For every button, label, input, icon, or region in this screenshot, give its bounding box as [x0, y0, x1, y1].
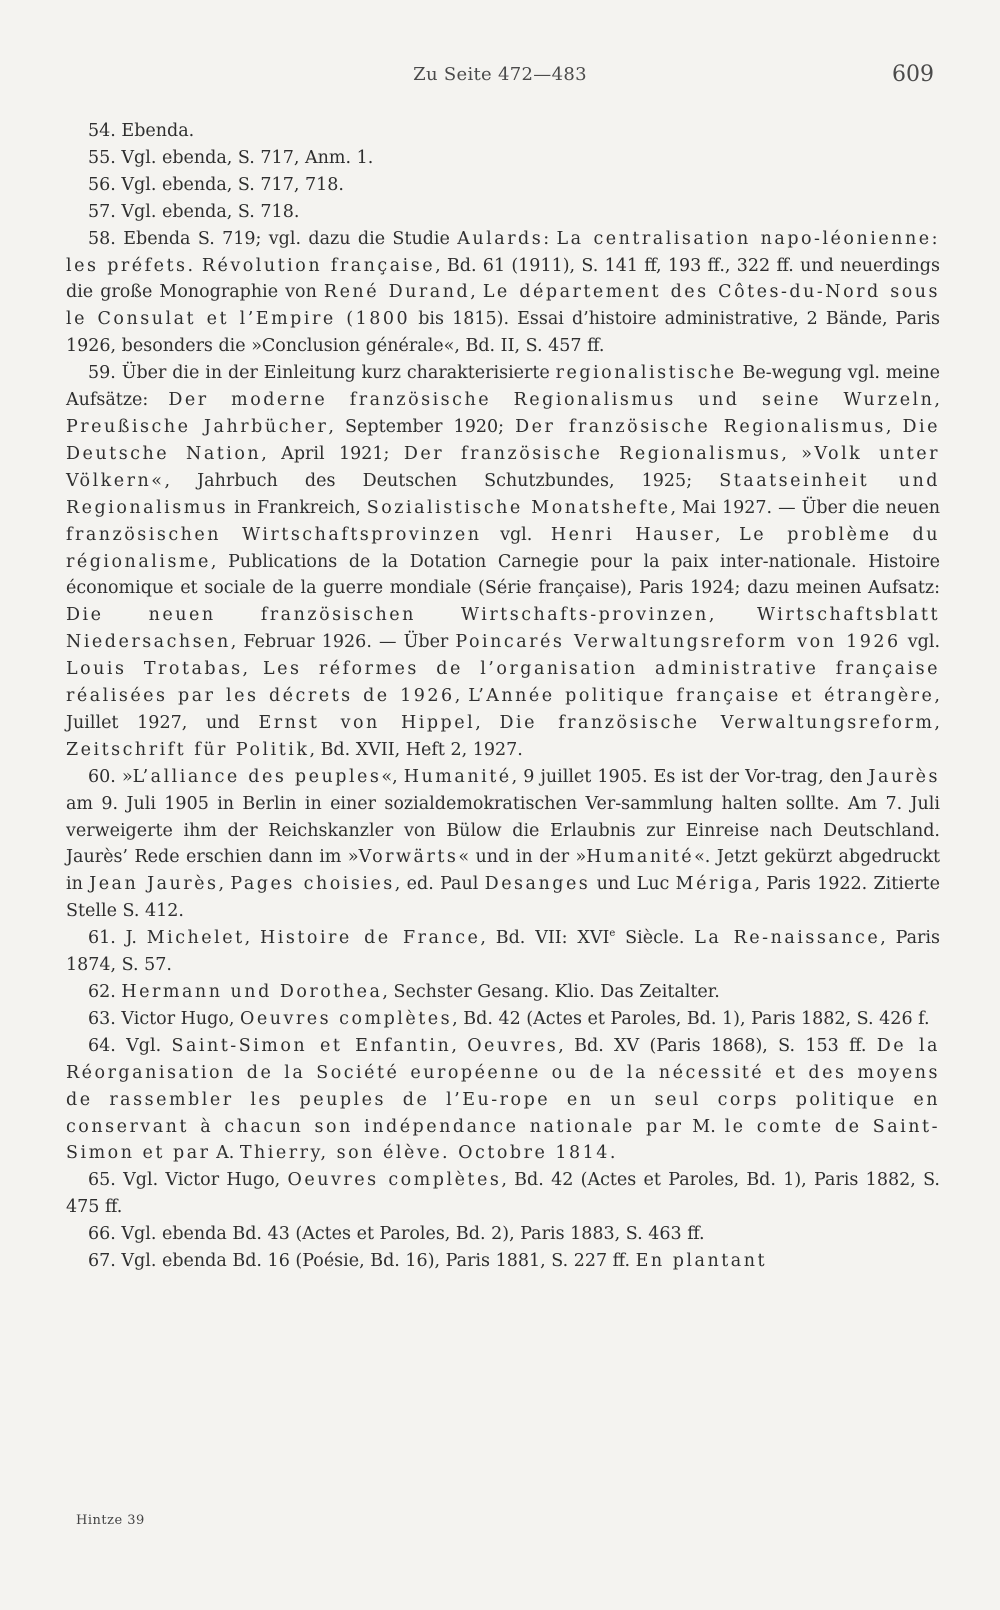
- note-text: ,: [451, 1035, 468, 1056]
- endnote: [66, 199, 940, 226]
- endnote-number: 60.: [88, 766, 116, 787]
- spaced-text: René Durand: [323, 282, 471, 303]
- note-text: und Luc: [590, 874, 676, 895]
- spaced-text: Henri Hauser: [550, 524, 716, 545]
- note-text: , Sechster Gesang. Klio. Das Zeitalter.: [382, 982, 720, 1002]
- note-text: Ebenda.: [121, 121, 195, 141]
- endnote: [66, 979, 940, 1006]
- spaced-text: L’Année politique française et étrangère: [468, 686, 935, 707]
- endnote: [66, 1033, 940, 1168]
- spaced-text: Die französische Verwaltungsreform: [499, 712, 935, 733]
- note-text: Vgl. Victor Hugo,: [123, 1170, 288, 1191]
- note-text: J.: [125, 928, 147, 949]
- note-text: , Bd. 42 (Actes et Paroles, Bd. 1), Paris 1882, S. 475 ff.: [66, 1170, 940, 1218]
- spaced-text: Aulards: [457, 228, 544, 249]
- note-text: «. Jetzt gekürzt abgedruckt in: [66, 847, 941, 895]
- endnote-number: 67.: [88, 1251, 116, 1272]
- spaced-text: Vorwärts: [358, 847, 459, 868]
- endnote-number: 56.: [88, 174, 116, 195]
- endnote: [66, 226, 940, 361]
- note-text: , Paris 1874, S. 57.: [66, 928, 940, 976]
- endnote: [66, 764, 940, 925]
- note-text: Über die in der Einleitung kurz charakterisierte: [121, 363, 556, 384]
- note-text: :: [543, 228, 557, 249]
- note-text: ,: [934, 712, 940, 733]
- superscript: e: [609, 928, 616, 940]
- spaced-text: Saint-Simon et Enfantin: [171, 1035, 452, 1056]
- note-text: am 9. Juli 1905 in Berlin in einer sozialdemokratischen Ver-sammlung halten sollte. Am 7. Juli verweigerte ihm der Reichskanzler von Bülow die Erlaubnis zur Einreise nach Deutschland. Jaurès’ Rede erschien dann im »: [66, 793, 940, 868]
- spaced-text: Le problème du régionalisme: [66, 524, 940, 572]
- note-text: Vgl.: [126, 1035, 172, 1056]
- endnote-number: 61.: [88, 928, 116, 949]
- note-text: , Jahrbuch des Deutschen Schutzbundes, 1925;: [164, 470, 720, 491]
- note-text: Ebenda S. 719; vgl. dazu die Studie: [123, 228, 458, 249]
- note-text: ,: [454, 686, 469, 707]
- running-head: Zu Seite 472—483: [413, 64, 587, 85]
- note-text: bis 1815). Essai d’histoire administrative, 2 Bände, Paris 1926, besonders die »Conclusion générale«, Bd. II, S. 457 ff.: [66, 309, 940, 357]
- note-text: ,: [470, 282, 483, 303]
- endnote-number: 58.: [88, 228, 116, 249]
- endnote-number: 64.: [88, 1035, 116, 1056]
- note-text: , Bd. XVII, Heft 2, 1927.: [309, 739, 523, 760]
- spaced-text: La centralisation napo-léonienne: les préfets.: [66, 228, 940, 276]
- endnote: [66, 1221, 940, 1248]
- endnote-number: 54.: [88, 121, 116, 141]
- spaced-text: »Volk unter Völkern«: [66, 443, 940, 491]
- spaced-text: Humanité: [586, 847, 695, 868]
- printer-signature: Hintze 39: [76, 1513, 145, 1528]
- spaced-text: Mériga: [675, 874, 755, 895]
- endnote-number: 62.: [88, 982, 116, 1002]
- note-text: , Paris 1922. Zitierte Stelle S. 412.: [66, 874, 940, 922]
- spaced-text: Oeuvres complètes: [240, 1008, 453, 1029]
- note-text: »: [121, 766, 133, 787]
- note-text: vgl.: [900, 632, 941, 653]
- spaced-text: Preußische Jahrbücher: [66, 416, 329, 437]
- spaced-text: Jaurès: [868, 766, 940, 787]
- note-text: ,: [885, 416, 903, 437]
- endnote: [66, 1006, 940, 1033]
- endnotes-list: [66, 118, 940, 1275]
- note-text: Vgl. ebenda, S. 717, Anm. 1.: [121, 147, 374, 168]
- spaced-text: Ernst von Hippel: [258, 712, 476, 733]
- spaced-text: Desanges: [484, 874, 591, 895]
- note-text: Siècle.: [615, 928, 695, 949]
- spaced-text: L’alliance des peuples: [132, 766, 382, 787]
- spaced-text: Humanité: [403, 766, 512, 787]
- page-number: 609: [892, 62, 934, 87]
- spaced-text: Poincarés Verwaltungsreform von 1926: [455, 632, 901, 653]
- spaced-text: Oeuvres: [467, 1035, 559, 1056]
- spaced-text: Der französische Regionalismus: [515, 416, 886, 437]
- spaced-text: Pages choisies: [230, 874, 395, 895]
- spaced-text: Die neuen französischen Wirtschafts-provinzen: [66, 605, 709, 626]
- spaced-text: Staatseinheit und Regionalismus: [66, 470, 940, 518]
- endnote-number: 59.: [88, 363, 116, 384]
- endnote-number: 65.: [88, 1170, 116, 1191]
- spaced-text: En plantant: [635, 1251, 768, 1272]
- note-text: ,: [242, 659, 263, 680]
- endnote-number: 55.: [88, 147, 116, 168]
- spaced-text: Wirtschaftsblatt Niedersachsen: [66, 605, 940, 653]
- note-text: , September 1920;: [328, 416, 516, 437]
- endnote: [66, 1167, 940, 1221]
- note-text: in Frankreich,: [228, 497, 367, 518]
- note-text: ,: [218, 874, 231, 895]
- note-text: , Bd. 42 (Actes et Paroles, Bd. 1), Paris 1882, S. 426 f.: [452, 1008, 930, 1029]
- endnote: [66, 925, 940, 979]
- spaced-text: Le département des Côtes-du-Nord sous le Consulat et l’Empire (1800: [66, 282, 941, 330]
- endnote-number: 57.: [88, 201, 116, 222]
- page-header: [66, 62, 934, 92]
- note-text: A.: [210, 1143, 240, 1164]
- note-text: ,: [781, 443, 802, 464]
- spaced-text: Oeuvres complètes: [287, 1170, 502, 1191]
- spaced-text: regionalistische: [555, 363, 737, 384]
- spaced-text: französischen Wirtschaftsprovinzen: [66, 524, 482, 545]
- endnote: [66, 172, 940, 199]
- note-text: Vgl. ebenda Bd. 43 (Actes et Paroles, Bd. 2), Paris 1883, S. 463 ff.: [121, 1224, 705, 1245]
- note-text: , April 1921;: [261, 443, 404, 464]
- endnote-number: 63.: [88, 1008, 116, 1029]
- note-text: ,: [475, 712, 500, 733]
- spaced-text: Die Deutsche Nation: [66, 416, 940, 464]
- note-text: «,: [381, 766, 404, 787]
- spaced-text: Sozialistische Monatshefte: [366, 497, 671, 518]
- spaced-text: Jean Jaurès: [89, 874, 219, 895]
- note-text: « und in der »: [458, 847, 587, 868]
- endnote: [66, 145, 940, 172]
- spaced-text: Michelet: [146, 928, 245, 949]
- note-text: Vgl. ebenda, S. 717, 718.: [121, 174, 344, 195]
- endnote: [66, 1248, 940, 1275]
- spaced-text: Thierry, son élève. Octobre 1814.: [239, 1143, 618, 1164]
- note-text: , Bd. VII: XVI: [480, 928, 610, 949]
- spaced-text: Der moderne französische Regionalismus und seine Wurzeln: [168, 390, 935, 411]
- spaced-text: Zeitschrift für Politik: [66, 739, 310, 760]
- spaced-text: Révolution française: [201, 255, 436, 276]
- note-text: , Mai 1927. — Über die neuen: [670, 497, 941, 518]
- spaced-text: De la Réorganisation de la Société européenne ou de la nécessité et des moyens de rassembler les peuples de l’Eu-rope en un seul corps politique en conservant à chacun son indépendance nationale par: [66, 1035, 940, 1137]
- note-text: Vgl. ebenda, S. 718.: [121, 201, 300, 222]
- note-text: , Bd. 61 (1911), S. 141 ff, 193 ff., 322 ff. und neuerdings die große Monographie von: [66, 255, 940, 303]
- note-text: , Publications de la Dotation Carnegie pour la paix inter-nationale. Histoire économique et sociale de la guerre mondiale (Série française), Paris 1924; dazu meinen Aufsatz:: [66, 551, 940, 599]
- note-text: Be-wegung vgl. meine Aufsätze:: [66, 363, 941, 411]
- spaced-text: le comte de Saint-Simon et par: [66, 1116, 940, 1164]
- note-text: Vgl. ebenda Bd. 16 (Poésie, Bd. 16), Paris 1881, S. 227 ff.: [121, 1251, 636, 1272]
- spaced-text: Hermann und Dorothea: [121, 982, 383, 1002]
- endnote-number: 66.: [88, 1224, 116, 1245]
- note-text: , ed. Paul: [394, 874, 485, 895]
- spaced-text: La Re-naissance: [694, 928, 881, 949]
- note-text: ,: [244, 928, 261, 949]
- spaced-text: Louis Trotabas: [66, 659, 243, 680]
- note-text: Victor Hugo,: [121, 1008, 241, 1029]
- note-text: , Juillet 1927, und: [66, 686, 940, 733]
- note-text: ,: [708, 605, 758, 626]
- spaced-text: Histoire de France: [260, 928, 481, 949]
- endnote: [66, 118, 940, 145]
- note-text: , 9 juillet 1905. Es ist der Vor-trag, den: [511, 766, 869, 787]
- note-text: ,: [715, 524, 740, 545]
- note-text: M.: [683, 1116, 725, 1137]
- note-text: , Februar 1926. — Über: [230, 632, 456, 653]
- endnote: [66, 360, 940, 764]
- note-text: , Bd. XV (Paris 1868), S. 153 ff.: [558, 1035, 877, 1056]
- spaced-text: Der französische Regionalismus: [403, 443, 782, 464]
- spaced-text: Les réformes de l’organisation administrative française réalisées par les décrets de 1926: [66, 659, 940, 707]
- note-text: ,: [934, 390, 940, 411]
- note-text: vgl.: [481, 524, 551, 545]
